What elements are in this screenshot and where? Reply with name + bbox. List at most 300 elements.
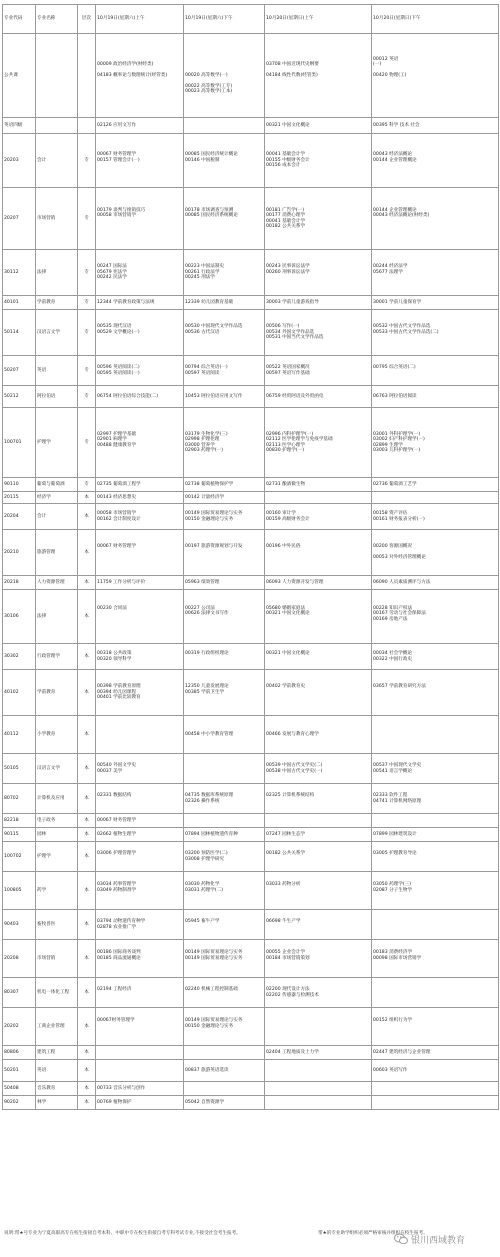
course-entry: 02404 工程地质及土力学 bbox=[266, 1049, 319, 1055]
course-entry: 00067财务管理学 bbox=[97, 1018, 135, 1024]
major-name-cell: 药学 bbox=[36, 872, 78, 910]
course-entry bbox=[373, 893, 497, 898]
course-entry bbox=[373, 818, 497, 823]
major-code-cell: 90202 bbox=[3, 1096, 36, 1110]
course-entry bbox=[185, 1086, 263, 1091]
course-entry: 02331 数据结构 bbox=[97, 793, 132, 799]
major-name-cell bbox=[36, 118, 78, 134]
course-entry: 00149 国际贸易理论与实务 bbox=[185, 511, 243, 517]
course-entry: 00167 劳动与社会保障法 bbox=[373, 611, 426, 617]
level-cell: 本 bbox=[78, 590, 96, 644]
exam-slot-cell bbox=[96, 356, 184, 386]
major-name-cell: 建筑工程 bbox=[36, 1046, 78, 1060]
major-code-cell: 20204 bbox=[3, 504, 36, 530]
course-entry bbox=[97, 163, 182, 168]
course-entry: 00177 消费心理学 bbox=[266, 213, 306, 219]
course-entry: 00321 中国文化概论 bbox=[266, 122, 310, 128]
exam-slot-cell bbox=[184, 940, 265, 978]
exam-slot-cell bbox=[265, 188, 372, 250]
course-entry: 00626 法律文书写作 bbox=[185, 611, 229, 617]
exam-slot-cell bbox=[265, 408, 372, 478]
header-cell-code: 专业代码 bbox=[3, 5, 36, 34]
course-entry: 00260 刑事诉讼法学 bbox=[266, 269, 310, 275]
exam-slot-cell bbox=[184, 356, 265, 386]
course-entry bbox=[185, 993, 263, 998]
course-entry: 12339 幼儿园教育基础 bbox=[185, 299, 234, 305]
exam-slot-cell bbox=[372, 940, 499, 978]
exam-slot-cell bbox=[184, 408, 265, 478]
course-entry: 00098 国际市场营销学 bbox=[373, 955, 422, 961]
exam-slot-cell bbox=[265, 1046, 372, 1060]
table-row bbox=[3, 408, 499, 478]
course-entry: 03049 药物制剂学 bbox=[97, 887, 137, 893]
course-entry: 03006 护理管理学 bbox=[97, 851, 137, 857]
course-entry: 00466 发展与教育心理学 bbox=[266, 731, 319, 737]
course-entry: 02333 软件工程 bbox=[373, 793, 408, 799]
level-cell: 本 bbox=[78, 1046, 96, 1060]
exam-slot-cell bbox=[372, 828, 499, 842]
course-entry: 00149 国际贸易理论与实务 bbox=[185, 1018, 243, 1024]
table-row bbox=[3, 492, 499, 504]
header-cell-sat-pm: 10月19日(星期六)下午 bbox=[184, 5, 265, 34]
course-entry: 11759 工作分析与评价 bbox=[97, 579, 146, 585]
course-entry: 00597 英语阅读 bbox=[185, 370, 220, 376]
course-entry: 00055 企业会计学 bbox=[266, 950, 306, 956]
course-entry bbox=[185, 123, 263, 128]
course-entry bbox=[266, 961, 370, 966]
course-entry: 00321 中国文化概论 bbox=[266, 611, 310, 617]
course-entry: 00243 民事诉讼法学 bbox=[266, 264, 310, 270]
level-cell: 本 bbox=[78, 504, 96, 530]
course-entry: 00244 经济法学 bbox=[373, 264, 408, 270]
major-name-cell: 机电一体化工程 bbox=[36, 978, 78, 1008]
level-cell: 专 bbox=[78, 478, 96, 492]
major-code-cell: 20207 bbox=[3, 188, 36, 250]
exam-slot-cell bbox=[372, 188, 499, 250]
table-row bbox=[3, 134, 499, 188]
exam-slot-cell bbox=[184, 814, 265, 828]
course-entry: 00535 现代汉语 bbox=[97, 324, 132, 330]
exam-schedule-sheet bbox=[2, 4, 498, 1230]
course-entry bbox=[266, 799, 370, 804]
table-row bbox=[3, 118, 499, 134]
exam-slot-cell bbox=[372, 504, 499, 530]
course-entry: 03708 中国近现代史纲要 bbox=[266, 62, 319, 67]
exam-slot-cell bbox=[265, 590, 372, 644]
major-name-cell: 护理学 bbox=[36, 408, 78, 478]
course-entry: 00242 民法学 bbox=[97, 275, 127, 281]
course-entry: 00142 计量经济学 bbox=[185, 494, 225, 500]
course-entry: 04184 线性代数(经管类) bbox=[266, 72, 318, 78]
exam-slot-cell bbox=[265, 716, 372, 754]
course-entry: 00150 金融理论与实务 bbox=[185, 516, 234, 522]
major-code-cell: 公共课 bbox=[3, 34, 36, 118]
course-entry: 02738 葡萄植物保护学 bbox=[185, 481, 234, 487]
course-entry: 00157 管理会计(一) bbox=[97, 157, 140, 163]
course-entry: 00182 公共关系学 bbox=[266, 851, 306, 857]
course-entry: 03031 药理学(二) bbox=[185, 887, 224, 893]
course-entry: 00320 领导科学 bbox=[97, 656, 132, 662]
exam-slot-cell bbox=[372, 296, 499, 310]
exam-slot-cell bbox=[265, 784, 372, 814]
course-entry: 04741 计算机网络原理 bbox=[373, 798, 422, 804]
footnote-secondary: 带★的专业助学组织必须严格审核并组织在校生报考。 bbox=[318, 1231, 428, 1236]
level-cell: 本 bbox=[78, 754, 96, 784]
exam-slot-cell bbox=[96, 644, 184, 670]
course-entry bbox=[97, 1068, 182, 1073]
course-entry: 02326 操作系统 bbox=[185, 798, 220, 804]
exam-slot-cell bbox=[184, 492, 265, 504]
exam-slot-cell bbox=[372, 910, 499, 940]
exam-slot-cell bbox=[372, 356, 499, 386]
course-entry: 07247 园林生态学 bbox=[266, 831, 306, 837]
table-row bbox=[3, 814, 499, 828]
exam-slot-cell bbox=[372, 118, 499, 134]
course-entry: 02325 计算机系统结构 bbox=[266, 793, 315, 799]
exam-slot-cell bbox=[96, 784, 184, 814]
table-row bbox=[3, 910, 499, 940]
major-code-cell: 40112 bbox=[3, 716, 36, 754]
major-code-cell: 100805 bbox=[3, 872, 36, 910]
exam-slot-cell bbox=[372, 408, 499, 478]
major-code-cell: 30106 bbox=[3, 590, 36, 644]
course-entry: 00319 行政组织理论 bbox=[185, 651, 229, 657]
course-entry bbox=[185, 1029, 263, 1034]
table-row bbox=[3, 530, 499, 576]
course-entry: 00067 财务管理学 bbox=[97, 152, 137, 158]
level-cell: 专 bbox=[78, 310, 96, 356]
table-row bbox=[3, 590, 499, 644]
course-entry bbox=[373, 224, 497, 229]
course-entry: 00401 学前比较教育 bbox=[97, 695, 141, 701]
exam-slot-cell bbox=[96, 872, 184, 910]
course-entry: 00247 国际法 bbox=[97, 264, 127, 270]
course-entry: 00149 国际贸易理论与实务 bbox=[185, 955, 243, 961]
course-entry: 02240 机械工程控制基础 bbox=[185, 987, 238, 993]
course-entry: 00085 国民经济系统概论 bbox=[185, 213, 238, 219]
exam-slot-cell bbox=[265, 828, 372, 842]
header-cell-name: 专业名称 bbox=[36, 5, 78, 34]
exam-slot-cell bbox=[265, 644, 372, 670]
major-name-cell: 汉语言文学 bbox=[36, 310, 78, 356]
major-name-cell: 行政管理学 bbox=[36, 644, 78, 670]
exam-slot-cell bbox=[96, 754, 184, 784]
exam-slot-cell bbox=[265, 310, 372, 356]
course-entry: 00160 审计学 bbox=[266, 511, 296, 517]
course-entry: 03050 药理学(三) bbox=[373, 882, 412, 888]
course-entry: 02903 药理学(一) bbox=[185, 447, 224, 453]
exam-slot-cell bbox=[265, 872, 372, 910]
major-code-cell: 80702 bbox=[3, 784, 36, 814]
table-row bbox=[3, 1046, 499, 1060]
major-name-cell: 葡萄与葡萄酒 bbox=[36, 478, 78, 492]
course-entry bbox=[266, 857, 370, 862]
exam-slot-cell bbox=[372, 310, 499, 356]
major-code-cell: 20210 bbox=[3, 530, 36, 576]
course-entry: 07899 园林建筑设计 bbox=[373, 831, 417, 837]
course-entry: 05677 法理学 bbox=[373, 269, 403, 275]
course-entry: 02899 生理学 bbox=[373, 442, 403, 448]
level-cell: 本 bbox=[78, 576, 96, 590]
course-entry: 02736 葡萄酒工艺学 bbox=[373, 481, 417, 487]
course-entry: 00536 古代汉语 bbox=[185, 329, 220, 335]
course-entry: 03200 预防医学(二) bbox=[185, 851, 228, 857]
exam-slot-cell bbox=[372, 134, 499, 188]
major-code-cell: 90115 bbox=[3, 828, 36, 842]
major-code-cell: 20208 bbox=[3, 940, 36, 978]
exam-slot-cell bbox=[184, 590, 265, 644]
table-row bbox=[3, 644, 499, 670]
course-entry bbox=[373, 961, 497, 966]
level-cell: 专 bbox=[78, 134, 96, 188]
exam-slot-cell bbox=[96, 188, 184, 250]
course-entry bbox=[266, 893, 370, 898]
exam-slot-cell bbox=[96, 1082, 184, 1096]
table-row bbox=[3, 310, 499, 356]
course-entry bbox=[373, 1100, 497, 1105]
course-entry: 12350 儿童发展理论 bbox=[185, 684, 229, 690]
level-cell: 本 bbox=[78, 670, 96, 716]
exam-slot-cell bbox=[184, 1096, 265, 1110]
level-cell: 本 bbox=[78, 1096, 96, 1110]
course-entry: 00067 财务管理学 bbox=[97, 817, 137, 823]
course-entry: 00539 中国古代文学史(二) bbox=[266, 763, 323, 769]
major-name-cell: 护理学 bbox=[36, 842, 78, 872]
major-name-cell: 畜牧兽医 bbox=[36, 910, 78, 940]
table-row bbox=[3, 784, 499, 814]
exam-slot-cell bbox=[184, 1046, 265, 1060]
course-entry: 06759 经贸阿语及外贸函电 bbox=[266, 393, 324, 399]
exam-slot-cell bbox=[96, 1060, 184, 1082]
exam-slot-cell bbox=[265, 386, 372, 408]
course-entry bbox=[373, 371, 497, 376]
watermark bbox=[394, 1232, 465, 1246]
course-entry bbox=[97, 732, 182, 737]
major-code-cell: 82218 bbox=[3, 814, 36, 828]
course-entry bbox=[97, 1029, 182, 1034]
exam-slot-cell bbox=[372, 842, 499, 872]
course-entry: 00385 学前卫生学 bbox=[185, 689, 225, 695]
course-entry: 00597 英语写作基础 bbox=[266, 370, 310, 376]
table-row bbox=[3, 716, 499, 754]
course-entry bbox=[373, 163, 497, 168]
exam-slot-cell bbox=[184, 530, 265, 576]
course-entry: 00261 行政法学 bbox=[185, 269, 220, 275]
exam-slot-cell bbox=[265, 34, 372, 118]
table-row bbox=[3, 1096, 499, 1110]
course-entry bbox=[97, 993, 182, 998]
course-entry: 03003 儿科护理学(一) bbox=[373, 447, 421, 453]
level-cell: 专 bbox=[78, 356, 96, 386]
course-entry bbox=[266, 695, 370, 700]
exam-slot-cell bbox=[96, 590, 184, 644]
course-entry: 00041 基础会计学 bbox=[266, 218, 306, 224]
table-row bbox=[3, 188, 499, 250]
course-entry bbox=[373, 732, 497, 737]
course-entry bbox=[373, 335, 497, 340]
course-entry: 00230 合同法 bbox=[97, 605, 127, 611]
course-entry: 00053 对外经济管理概论 bbox=[373, 555, 426, 561]
exam-slot-cell bbox=[184, 670, 265, 716]
course-entry: 00184 市场营销策划 bbox=[266, 955, 310, 961]
major-name-cell: 计算机及应用 bbox=[36, 784, 78, 814]
course-entry bbox=[266, 495, 370, 500]
exam-slot-cell bbox=[96, 1008, 184, 1046]
exam-slot-cell bbox=[372, 644, 499, 670]
course-entry: 00043 经济法概论(财经类) bbox=[373, 213, 430, 219]
major-code-cell: 80307 bbox=[3, 978, 36, 1008]
exam-slot-cell bbox=[265, 492, 372, 504]
table-row bbox=[3, 296, 499, 310]
major-code-cell: 30112 bbox=[3, 250, 36, 296]
exam-slot-cell bbox=[96, 530, 184, 576]
exam-slot-cell bbox=[184, 872, 265, 910]
course-entry bbox=[97, 89, 182, 94]
course-entry: 00395 科学 技术 社会 bbox=[373, 122, 420, 128]
major-name-cell: 法律 bbox=[36, 590, 78, 644]
course-entry: 00245 刑法学 bbox=[185, 275, 215, 281]
exam-slot-cell bbox=[184, 134, 265, 188]
course-entry: 00146 中国税制 bbox=[185, 157, 220, 163]
major-code-cell: 90403 bbox=[3, 910, 36, 940]
table-row bbox=[3, 842, 499, 872]
course-entry bbox=[185, 893, 263, 898]
course-entry: 00537 中国现代文学史 bbox=[373, 763, 422, 769]
course-entry: 03005 护理教育导论 bbox=[373, 851, 417, 857]
major-code-cell: 50201 bbox=[3, 1060, 36, 1082]
exam-slot-cell bbox=[265, 478, 372, 492]
exam-slot-cell bbox=[96, 978, 184, 1008]
exam-slot-cell bbox=[184, 754, 265, 784]
course-entry: 00794 综合英语(一) bbox=[185, 365, 228, 371]
course-entry: 30001 学前儿童保育学 bbox=[373, 299, 422, 305]
major-name-cell: 市场营销 bbox=[36, 940, 78, 978]
course-entry: 02878 农业推广学 bbox=[97, 924, 137, 930]
course-entry: 04735 数据库系统原理 bbox=[185, 793, 234, 799]
course-entry: 00022 高等数学(工专) bbox=[185, 83, 233, 89]
level-cell bbox=[78, 118, 96, 134]
major-name-cell: 电子政务 bbox=[36, 814, 78, 828]
major-code-cell: 100702 bbox=[3, 842, 36, 872]
exam-slot-cell bbox=[184, 576, 265, 590]
exam-slot-cell bbox=[372, 250, 499, 296]
course-entry: 00837 旅游英语选读 bbox=[185, 1067, 229, 1073]
course-entry: 00161 财务报表分析(一) bbox=[373, 516, 425, 522]
course-entry bbox=[185, 695, 263, 700]
course-entry: 00179 谈判与推销技巧 bbox=[97, 207, 146, 213]
course-entry bbox=[185, 961, 263, 966]
course-entry: 00227 公司法 bbox=[185, 605, 215, 611]
course-entry: 02113 医学心理学 bbox=[266, 442, 306, 448]
exam-slot-cell bbox=[96, 1046, 184, 1060]
major-code-cell: 50408 bbox=[3, 1082, 36, 1096]
exam-slot-cell bbox=[265, 1008, 372, 1046]
table-row bbox=[3, 356, 499, 386]
major-code-cell: 90110 bbox=[3, 478, 36, 492]
exam-slot-cell bbox=[96, 716, 184, 754]
major-code-cell: 30302 bbox=[3, 644, 36, 670]
course-entry bbox=[266, 555, 370, 560]
exam-slot-cell bbox=[265, 940, 372, 978]
major-code-cell: 20203 bbox=[3, 134, 36, 188]
exam-slot-cell bbox=[96, 814, 184, 828]
major-code-cell: 50114 bbox=[3, 310, 36, 356]
exam-slot-cell bbox=[265, 670, 372, 716]
level-cell: 本 bbox=[78, 1008, 96, 1046]
course-entry: 00534 外国文学作品选 bbox=[266, 329, 315, 335]
exam-slot-cell bbox=[184, 188, 265, 250]
course-entry: 02447 建筑经济与企业管理 bbox=[373, 1049, 431, 1055]
exam-slot-cell bbox=[184, 34, 265, 118]
exam-slot-cell bbox=[96, 296, 184, 310]
course-entry: 03179 生物化学(三) bbox=[185, 431, 228, 437]
course-entry bbox=[373, 925, 497, 930]
course-entry: 00458 中小学教育管理 bbox=[185, 731, 234, 737]
exam-slot-cell bbox=[96, 670, 184, 716]
exam-slot-cell bbox=[372, 34, 499, 118]
exam-slot-cell bbox=[372, 492, 499, 504]
exam-slot-cell bbox=[265, 118, 372, 134]
course-entry: 00530 中国现代文学作品选 bbox=[185, 324, 243, 330]
course-entry: 05042 自然资源学 bbox=[185, 1099, 225, 1105]
course-entry bbox=[185, 555, 263, 560]
exam-slot-cell bbox=[265, 1082, 372, 1096]
course-entry bbox=[97, 1050, 182, 1055]
course-entry: 00182 公共关系学 bbox=[266, 223, 306, 229]
exam-slot-cell bbox=[265, 576, 372, 590]
course-entry: 02731 酿酒微生物 bbox=[266, 481, 306, 487]
course-entry: 05963 绩效管理 bbox=[185, 579, 220, 585]
course-entry: 00529 文学概论(一) bbox=[97, 329, 140, 335]
exam-slot-cell bbox=[184, 118, 265, 134]
exam-slot-cell bbox=[265, 530, 372, 576]
level-cell: 本 bbox=[78, 492, 96, 504]
exam-slot-cell bbox=[184, 1008, 265, 1046]
exam-slot-cell bbox=[265, 1096, 372, 1110]
course-entry bbox=[266, 925, 370, 930]
course-entry: 03034 药事管理学 bbox=[97, 882, 137, 888]
course-entry: 00143 经济思想史 bbox=[97, 494, 137, 500]
course-entry: 00012 英语 bbox=[373, 56, 399, 62]
course-entry: 02200 现代设计方法 bbox=[266, 987, 310, 993]
exam-slot-cell bbox=[372, 978, 499, 1008]
course-entry: 00769 植物保护 bbox=[97, 1099, 132, 1105]
course-entry bbox=[266, 275, 370, 280]
exam-slot-cell bbox=[184, 310, 265, 356]
table-row bbox=[3, 386, 499, 408]
major-name-cell: 园林 bbox=[36, 828, 78, 842]
course-entry: 00185 商品流通概论 bbox=[97, 955, 141, 961]
course-entry bbox=[373, 275, 497, 280]
course-entry: 03794 动物遗传育种学 bbox=[97, 919, 146, 925]
course-entry: 00197 旅游资源规划与开发 bbox=[185, 544, 243, 550]
exam-slot-cell bbox=[184, 828, 265, 842]
major-name-cell: 会计 bbox=[36, 134, 78, 188]
course-entry: 00023 高等数学(工本) bbox=[185, 88, 233, 94]
exam-slot-cell bbox=[372, 784, 499, 814]
course-entry bbox=[185, 335, 263, 340]
exam-slot-cell bbox=[372, 872, 499, 910]
major-name-cell: 会计 bbox=[36, 504, 78, 530]
footnote: 说明:带★号专业为宁夏高职高专在校生衔接自考本科、中职中专在校生衔接自考专科考试专业,不接受社会考生报考。 bbox=[4, 1231, 241, 1236]
course-entry: 10453 阿拉伯语应用文写作 bbox=[185, 393, 243, 399]
course-entry: 02998 护理伦理 bbox=[185, 437, 220, 443]
course-entry bbox=[373, 857, 497, 862]
course-entry: 05679 宪法学 bbox=[97, 269, 127, 275]
level-cell: 本 bbox=[78, 814, 96, 828]
course-entry: 00830 护理学(一) bbox=[266, 447, 305, 453]
level-cell: 本 bbox=[78, 910, 96, 940]
